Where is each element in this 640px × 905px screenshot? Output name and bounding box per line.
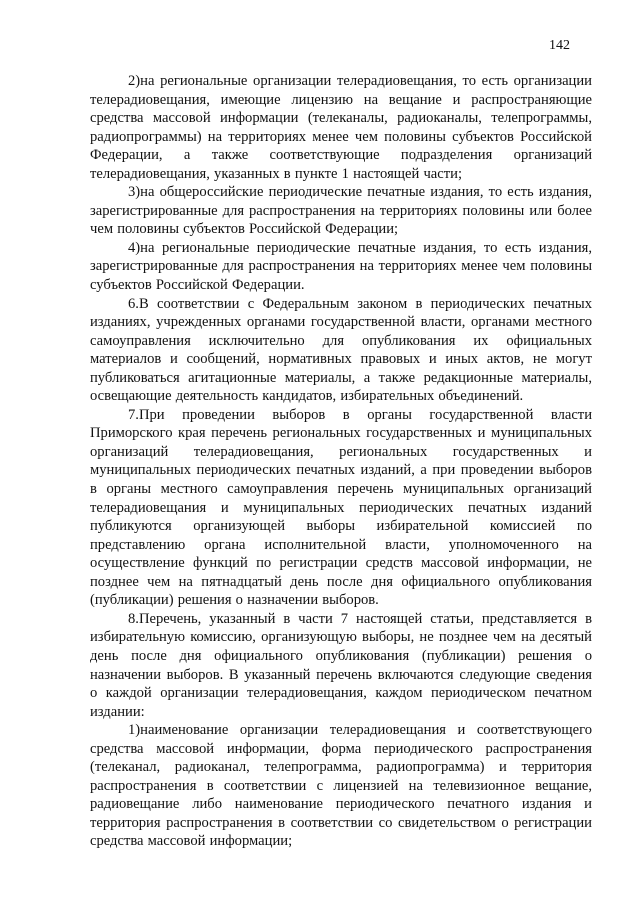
page-number: 142 [549,38,570,53]
paragraph-part-7: 7.При проведении выборов в органы государственной власти Приморского края перечень региональных государственных и муниципальных организаций телерадиовещания, региональных государственных и муниципальных периодических печатных изданий, а при проведении выборов в органы местного самоуправления перечень муниципальных организаций телерадиовещания и муниципальных периодических печатных изданий публикуются организующей выборы избирательной комиссией по представлению органа исполнительной власти, уполномоченного на осуществление функций по регистрации средств массовой информации, не позднее чем на пятнадцатый день после дня официального опубликования (публикации) решения о назначении выборов. [90,406,592,609]
document-body [90,72,592,851]
paragraph-3-national-periodicals: 3)на общероссийские периодические печатные издания, то есть издания, зарегистрированные для распространения на территориях половины или более чем половины субъектов Российской Федерации; [90,184,592,238]
paragraph-4-regional-periodicals: 4)на региональные периодические печатные издания, то есть издания, зарегистрированные для распространения на территориях менее чем половины субъектов Российской Федерации. [90,239,592,294]
paragraph-2-regional-broadcasters: 2)на региональные организации телерадиовещания, то есть организации телерадиовещания, имеющие лицензию на вещание и распространяющие средства массовой информации (телеканалы, радиоканалы, телепрограммы, радиопрограммы) на территориях менее чем половины субъектов Российской Федерации, а также соответствующие подразделения организаций телерадиовещания, указанных в пункте 1 настоящей части; [90,73,592,182]
paragraph-item-1: 1)наименование организации телерадиовещания и соответствующего средства массовой информации, форма периодического распространения (телеканал, радиоканал, телепрограмма, радиопрограмма) и территория распространения в соответствии с лицензией на телевизионное вещание, радиовещание либо наименование периодического печатного издания и территория распространения в соответствии со свидетельством о регистрации средства массовой информации; [90,722,592,850]
paragraph-part-8: 8.Перечень, указанный в части 7 настоящей статьи, представляется в избирательную комиссию, организующую выборы, не позднее чем на десятый день после дня официального опубликования (публикации) решения о назначении выборов. В указанный перечень включаются следующие сведения о каждой организации телерадиовещания, каждом периодическом печатном издании: [90,610,592,720]
paragraph-part-6: 6.В соответствии с Федеральным законом в периодических печатных изданиях, учрежденных органами государственной власти, органами местного самоуправления исключительно для опубликования их официальных материалов и сообщений, нормативных правовых и иных актов, не могут публиковаться агитационные материалы, а также редакционные материалы, освещающие деятельность кандидатов, избирательных объединений. [90,295,592,405]
